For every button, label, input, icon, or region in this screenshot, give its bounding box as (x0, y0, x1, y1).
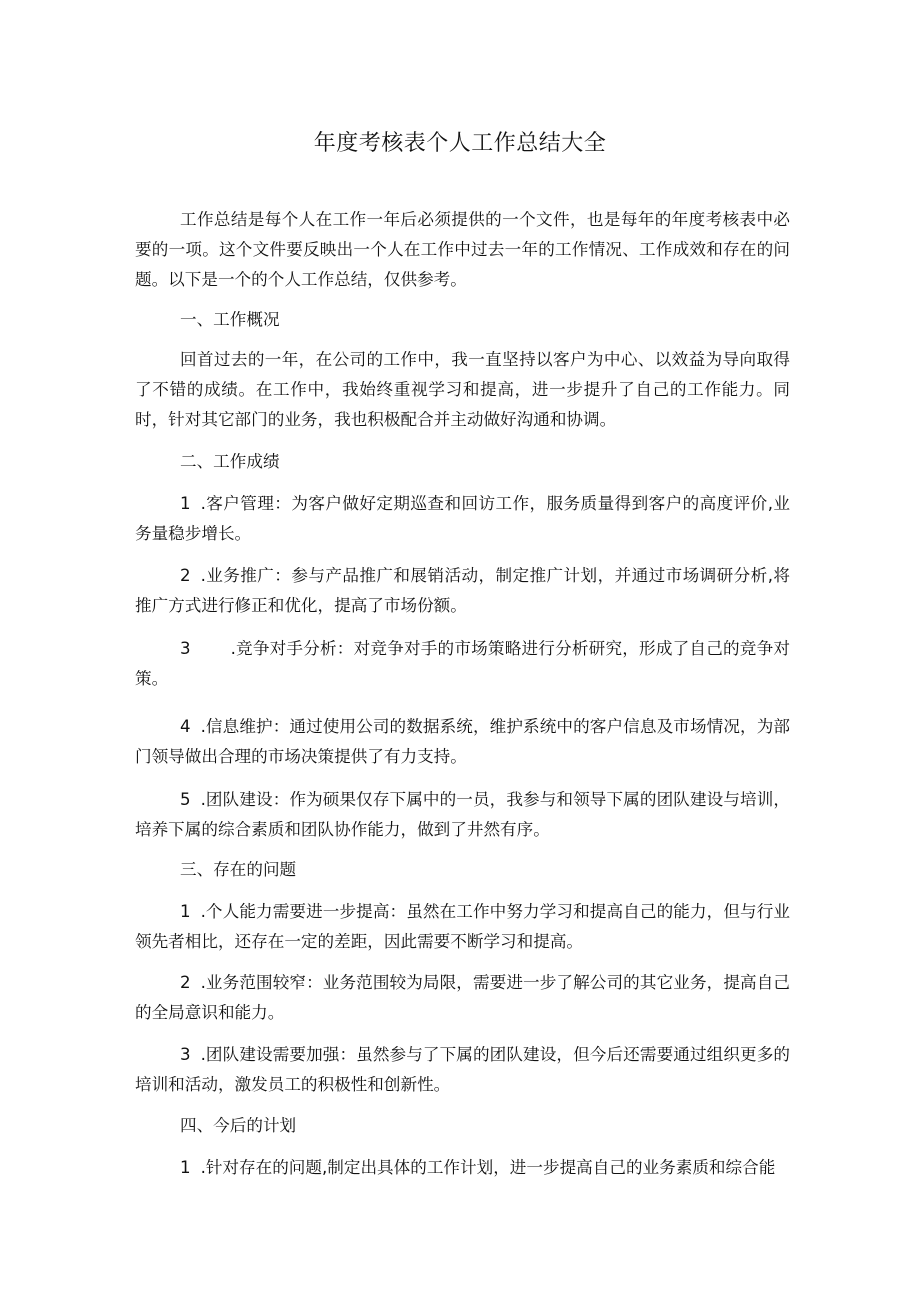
item-text: .个人能力需要进一步提高：虽然在工作中努力学习和提高自己的能力，但与行业领先者相比，还存在一定的差距，因此需要不断学习和提高。 (135, 902, 790, 951)
item-text: .竞争对手分析：对竞争对手的市场策略进行分析研究，形成了自己的竞争对策。 (135, 639, 790, 688)
item-number: 2 (180, 566, 191, 585)
problem-item (135, 897, 790, 957)
section-heading-achievements: 二、工作成绩 (180, 452, 280, 471)
item-number: 3 (180, 639, 191, 658)
item-text: .针对存在的问题,制定出具体的工作计划，进一步提高自己的业务素质和综合能 (200, 1158, 776, 1177)
achievement-item (135, 489, 790, 549)
achievement-item (135, 561, 790, 621)
problem-item (135, 1040, 790, 1100)
item-number: 1 (180, 494, 191, 513)
overview-paragraph: 回首过去的一年，在公司的工作中，我一直坚持以客户为中心、以效益为导向取得了不错的成绩。在工作中，我始终重视学习和提高，进一步提升了自己的工作能力。同时，针对其它部门的业务，我也积极配合并主动做好沟通和协调。 (135, 350, 790, 429)
item-number: 1 (180, 902, 191, 921)
section-heading-plans: 四、今后的计划 (180, 1116, 297, 1135)
item-text: .团队建设：作为硕果仅存下属中的一员，我参与和领导下属的团队建设与培训，培养下属的综合素质和团队协作能力，做到了井然有序。 (135, 790, 790, 839)
item-number: 4 (180, 717, 191, 736)
plan-item (135, 1153, 790, 1183)
achievement-item (135, 712, 790, 772)
item-number: 2 (180, 973, 191, 992)
problem-item (135, 968, 790, 1028)
item-text: .客户管理：为客户做好定期巡查和回访工作，服务质量得到客户的高度评价,业务量稳步增长。 (135, 494, 790, 543)
item-text: .业务推广：参与产品推广和展销活动，制定推广计划，并通过市场调研分析,将推广方式进行修正和优化，提高了市场份额。 (135, 566, 790, 615)
item-number: 3 (180, 1045, 191, 1064)
section-heading-overview: 一、工作概况 (180, 310, 280, 329)
item-text: .信息维护：通过使用公司的数据系统，维护系统中的客户信息及市场情况，为部门领导做出合理的市场决策提供了有力支持。 (135, 717, 790, 766)
item-text: .团队建设需要加强：虽然参与了下属的团队建设，但今后还需要通过组织更多的培训和活动，激发员工的积极性和创新性。 (135, 1045, 790, 1094)
achievement-item (135, 634, 790, 694)
item-text: .业务范围较窄：业务范围较为局限，需要进一步了解公司的其它业务，提高自己的全局意识和能力。 (135, 973, 790, 1022)
item-number: 1 (180, 1158, 191, 1177)
achievement-item (135, 785, 790, 845)
intro-paragraph: 工作总结是每个人在工作一年后必须提供的一个文件，也是每年的年度考核表中必要的一项。这个文件要反映出一个人在工作中过去一年的工作情况、工作成效和存在的问题。以下是一个的个人工作总结，仅供参考。 (135, 210, 790, 289)
document-title: 年度考核表个人工作总结大全 (313, 131, 607, 156)
item-number: 5 (180, 790, 191, 809)
section-heading-problems: 三、存在的问题 (180, 860, 297, 879)
